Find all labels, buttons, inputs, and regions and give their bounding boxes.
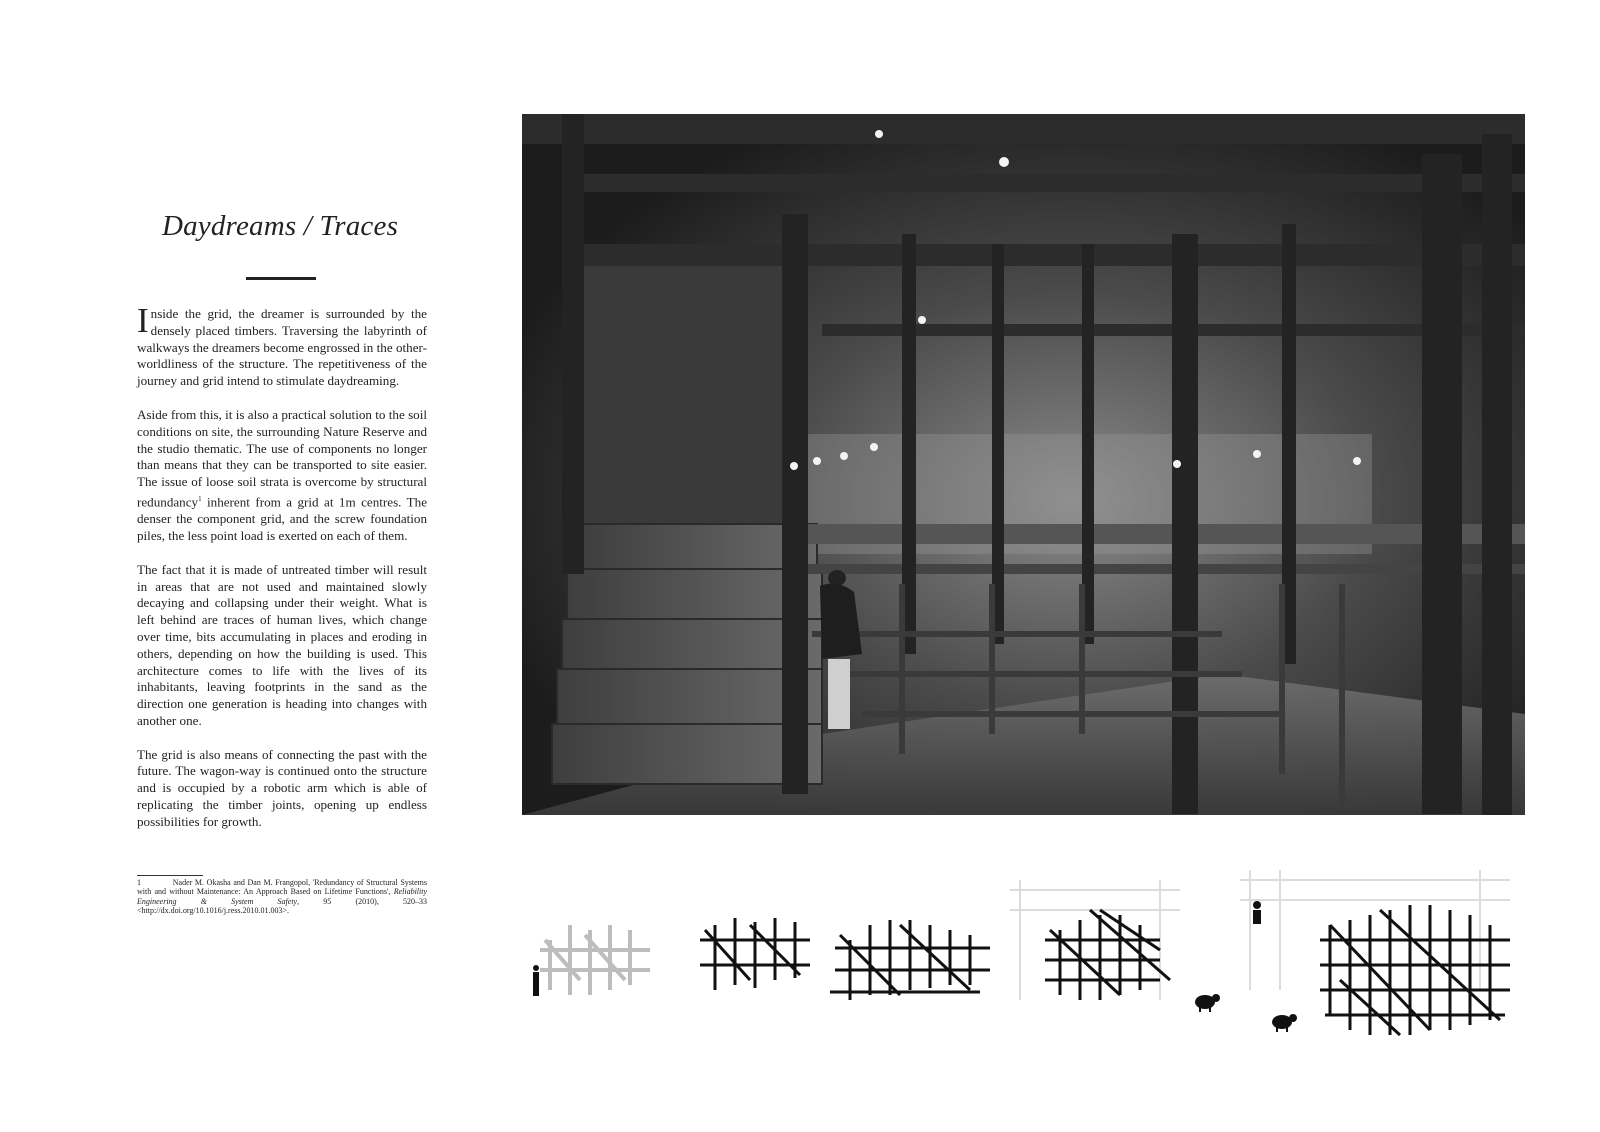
seated-person-icon	[1253, 901, 1261, 924]
paragraph-3: The fact that it is made of untreated timber will result in areas that are not used and maintained slowly decaying and collapsing under their weight. What is left behind are traces of human lives, which change over time, bits accumulating in places and eroding in others, depending on how the building is used. This architecture comes to life with the lives of its inhabitants, leaving footprints in the sand as the direction one generation is heading into changes with another one.	[137, 561, 427, 728]
drop-cap: I	[137, 301, 149, 340]
title-divider	[246, 277, 316, 280]
paragraph-2	[137, 407, 427, 545]
footnote-text-a: Nader M. Okasha and Dan M. Frangopol, 'Redundancy of Structural Systems with and without Maintenance: An Approach Based on Lifetime Functions',	[137, 878, 428, 897]
diagram-stage-5	[1320, 905, 1510, 1035]
sheep-icon	[1195, 994, 1220, 1012]
body-text	[137, 301, 427, 848]
paragraph-2-text-b: inherent from a grid at 1m centres. The denser the component grid, and the screw foundation piles, the less point load is exerted on each of them.	[137, 494, 427, 543]
sheep-icon-2	[1272, 1014, 1297, 1032]
page-title: Daydreams / Traces	[161, 210, 399, 242]
paragraph-1-text: nside the grid, the dreamer is surrounded by the densely placed timbers. Traversing the labyrinth of walkways the dreamers become engrossed in the other-worldliness of the structure. The repetitiveness of the journey and grid intend to stimulate daydreaming.	[137, 306, 427, 389]
footnote-ref: 1	[198, 494, 202, 503]
person-icon	[533, 965, 539, 996]
paragraph-4: The grid is also means of connecting the past with the future. The wagon-way is continued onto the structure and is occupied by a robotic arm which is able of replicating the timber joints, opening up endless possibilities for growth.	[137, 746, 427, 829]
paragraph-2-text-a: Aside from this, it is also a practical solution to the soil conditions on site, the surrounding Nature Reserve and the studio thematic. The use of components no longer than means that they can be transported to site easier. The issue of loose soil strata is overcome by structural redundancy	[137, 406, 427, 510]
interior-render-image	[522, 114, 1525, 815]
footnote-text-b: , 95 (2010), 520–33 <http://dx.doi.org/10.1016/j.ress.2010.01.003>.	[137, 896, 428, 916]
diagram-stage-2	[700, 918, 810, 990]
footnote-divider	[137, 875, 203, 876]
diagram-stage-1	[540, 925, 650, 995]
footnote-journal: Reliability Engineering & System Safety	[137, 887, 428, 906]
footnote-number: 1	[137, 878, 141, 887]
diagram-stage-3	[830, 920, 990, 1000]
diagram-stage-4	[1045, 910, 1170, 1000]
paragraph-1	[137, 301, 427, 390]
footnote	[137, 878, 427, 916]
grid-diagram-sequence	[520, 870, 1530, 1070]
